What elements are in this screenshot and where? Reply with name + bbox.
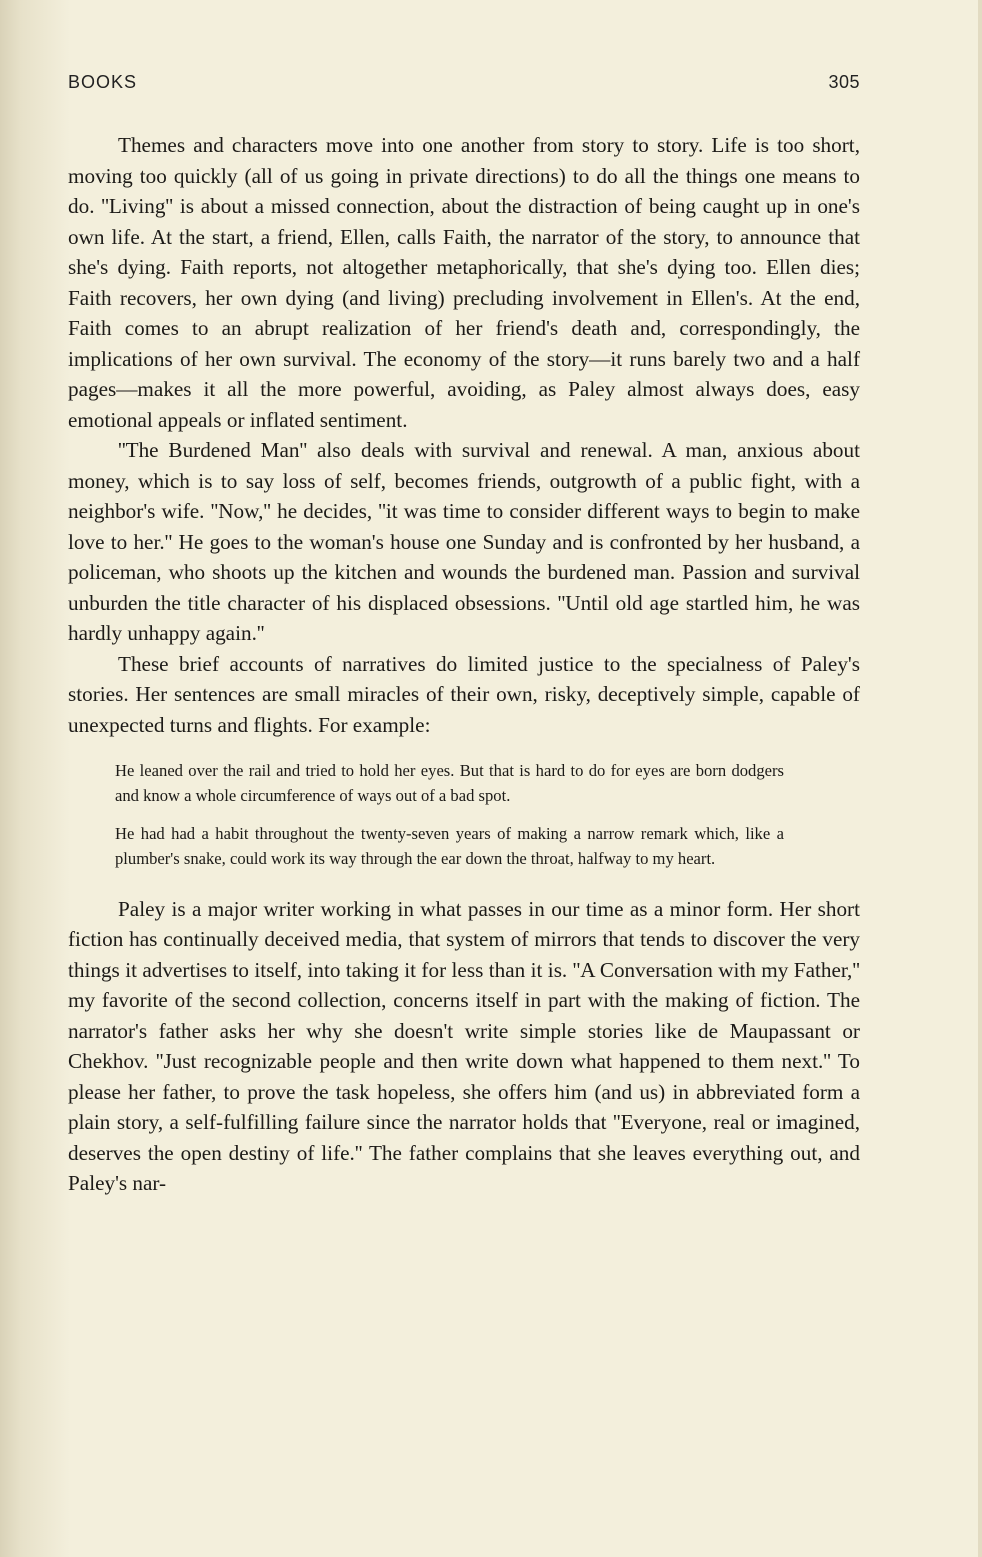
paragraph-brief-accounts: These brief accounts of narratives do limited justice to the specialness of Paley's stories. Her sentences are small miracles of their own, risky, deceptively simple, capable of unexpected turns and flights. For example: <box>68 651 860 737</box>
paragraph-themes: Themes and characters move into one another from story to story. Life is too short, moving too quickly (all of us going in private directions) to do all the things one means to do. ''Living'' is about a missed connection, about the distraction of being caught up in one's own life. At the start, a friend, Ellen, calls Faith, the narrator of the story, to announce that she's dying. Faith reports, not altogether metaphorically, that she's dying too. Ellen dies; Faith recovers, her own dying (and living) precluding involvement in Ellen's. At the end, Faith comes to an abrupt realization of her friend's death and, correspondingly, the implications of her own survival. The economy of the story—it runs barely two and a half pages—makes it all the more powerful, avoiding, as Paley almost always does, easy emotional appeals or inflated sentiment. <box>68 133 860 432</box>
paragraph-major-writer: Paley is a major writer working in what passes in our time as a minor form. Her short fiction has continually deceived media, that system of mirrors that tends to discover the very things it advertises to itself, into taking it for less than it is. ''A Conversation with my Father,'' my favorite of the second collection, concerns itself in part with the making of fiction. The narrator's father asks her why she doesn't write simple stories like de Maupassant or Chekhov. ''Just recognizable people and then write down what happened to them next.'' To please her father, to prove the task hopeless, she offers him (and us) in abbreviated form a plain story, a self-fulfilling failure since the narrator holds that ''Everyone, real or imagined, deserves the open destiny of life.'' The father complains that she leaves everything out, and Paley's nar- <box>68 896 860 1196</box>
page-header <box>68 72 860 98</box>
page-number: 305 <box>828 72 860 92</box>
page-edge <box>978 0 982 1557</box>
block-quote <box>115 758 784 872</box>
quote-plumbers-snake: He had had a habit throughout the twenty-seven years of making a narrow remark which, like a plumber's snake, could work its way through the ear down the throat, halfway to my heart. <box>115 823 784 869</box>
article-body <box>68 130 860 1199</box>
page-gutter-shadow <box>0 0 70 1557</box>
quote-eyes: He leaned over the rail and tried to hold her eyes. But that is hard to do for eyes are born dodgers and know a whole circumference of ways out of a bad spot. <box>115 761 784 806</box>
running-head: BOOKS <box>68 72 138 92</box>
paragraph-burdened-man: ''The Burdened Man'' also deals with survival and renewal. A man, anxious about money, which is to say loss of self, becomes friends, outgrowth of a public fight, with a neighbor's wife. ''Now,'' he decides, ''it was time to consider different ways to begin to make love to her.'' He goes to the woman's house one Sunday and is confronted by her husband, a policeman, who shoots up the kitchen and wounds the burdened man. Passion and survival unburden the title character of his displaced obsessions. ''Until old age startled him, he was hardly unhappy again.'' <box>68 438 860 645</box>
